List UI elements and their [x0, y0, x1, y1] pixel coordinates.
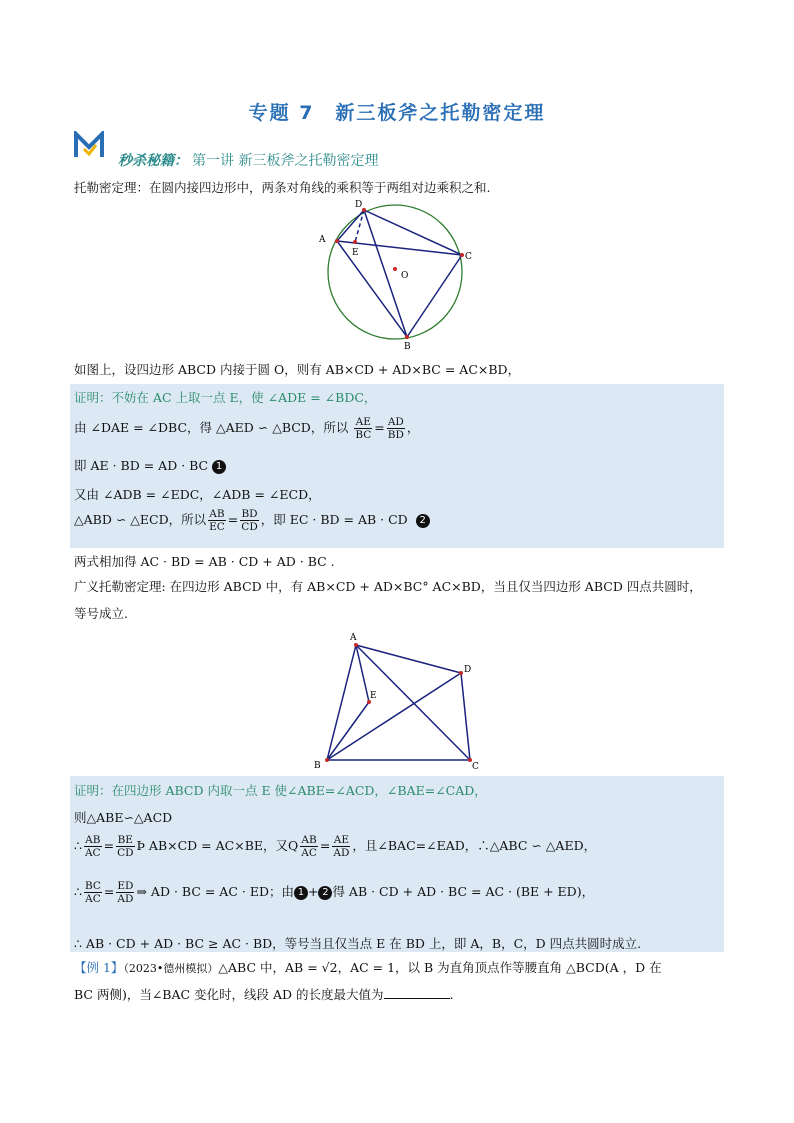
quadrilateral-diagram — [310, 630, 490, 772]
proof2-line5: ∴ AB · CD + AD · BC ≥ AC · BD，等号当且仅当点 E 在 BD 上，即 A，B，C，D 四点共圆时成立. — [74, 936, 642, 951]
example-line1: 【例 1】（2023•德州模拟）△ABC 中，AB = √2，AC = 1，以 B 为直角顶点作等腰直角 △BCD(A ，D 在 — [74, 960, 662, 975]
general-theorem-1: 广义托勒密定理: 在四边形 ABCD 中，有 AB×CD + AD×BC° AC×BD，当且仅当四边形 ABCD 四点共圆时， — [74, 579, 702, 594]
proof1-line1: 证明：不妨在 AC 上取一点 E，使 ∠ADE = ∠BDC， — [74, 390, 377, 405]
page-title: 专题 7 新三板斧之托勒密定理 — [248, 102, 546, 124]
answer-blank[interactable] — [384, 986, 450, 999]
sum-text: 两式相加得 AC · BD = AB · CD + AD · BC . — [74, 554, 335, 569]
label-a2: A — [350, 633, 357, 643]
proof1-line5: △ABD ∽ △ECD，所以 $\frac{AB}{EC}$ = $\frac{BD}{CD}$ ，即 EC · BD = AB · CD 2 — [74, 508, 430, 533]
proof1-line2: 由 ∠DAE = ∠DBC，得 △AED ∽ △BCD，所以 $\frac{AE}{BC}$ = $\frac{AD}{BD}$ ， — [74, 416, 420, 441]
circle-diagram — [315, 196, 475, 352]
proof2-line1: 证明：在四边形 ABCD 内取一点 E 使∠ABE=∠ACD，∠BAE=∠CAD， — [74, 783, 487, 798]
section-heading — [118, 150, 378, 170]
proof2-line3: ∴ $\frac{AB}{AC}$ = $\frac{BE}{CD}$ Þ AB×CD = AC×BE，又Q $\frac{AB}{AC}$ = $\frac{AE}{AD}$ ，且∠BAC=∠EAD，∴△ABC ∽ △AED， — [74, 834, 597, 859]
intro-text: 托勒密定理：在圆内接四边形中，两条对角线的乘积等于两组对边乘积之和. — [74, 180, 491, 195]
proof-box-2 — [70, 776, 724, 952]
general-theorem-2: 等号成立. — [74, 606, 128, 621]
label-b2: B — [314, 761, 321, 771]
label-d: D — [355, 200, 363, 210]
label-d2: D — [464, 665, 472, 675]
proof1-line3: 即 AE · BD = AD · BC 1 — [74, 456, 226, 474]
label-e: E — [352, 248, 359, 258]
section-tag: 秒杀秘籍： — [118, 153, 188, 169]
label-b: B — [404, 342, 411, 352]
section-text: 第一讲 新三板斧之托勒密定理 — [192, 153, 379, 169]
logo-icon — [74, 131, 104, 159]
label-c: C — [465, 252, 472, 262]
proof2-line4: ∴ $\frac{BC}{AC}$ = $\frac{ED}{AD}$ ⇒ AD · BC = AC · ED；由 1 + 2 得 AB · CD + AD · BC = AC · (BE + ED)， — [74, 880, 595, 905]
theorem-statement: 如图上，设四边形 ABCD 内接于圆 O，则有 AB×CD + AD×BC = AC×BD， — [74, 362, 521, 377]
proof1-line4: 又由 ∠ADB = ∠EDC，∠ADB = ∠ECD， — [74, 487, 321, 502]
label-c2: C — [472, 762, 479, 772]
label-e2: E — [370, 691, 377, 701]
label-a: A — [319, 235, 326, 245]
example-line2: BC 两侧)，当∠BAC 变化时，线段 AD 的长度最大值为 . — [74, 987, 454, 1002]
proof2-line2: 则△ABE∽△ACD — [74, 810, 173, 825]
label-o: O — [401, 271, 409, 281]
